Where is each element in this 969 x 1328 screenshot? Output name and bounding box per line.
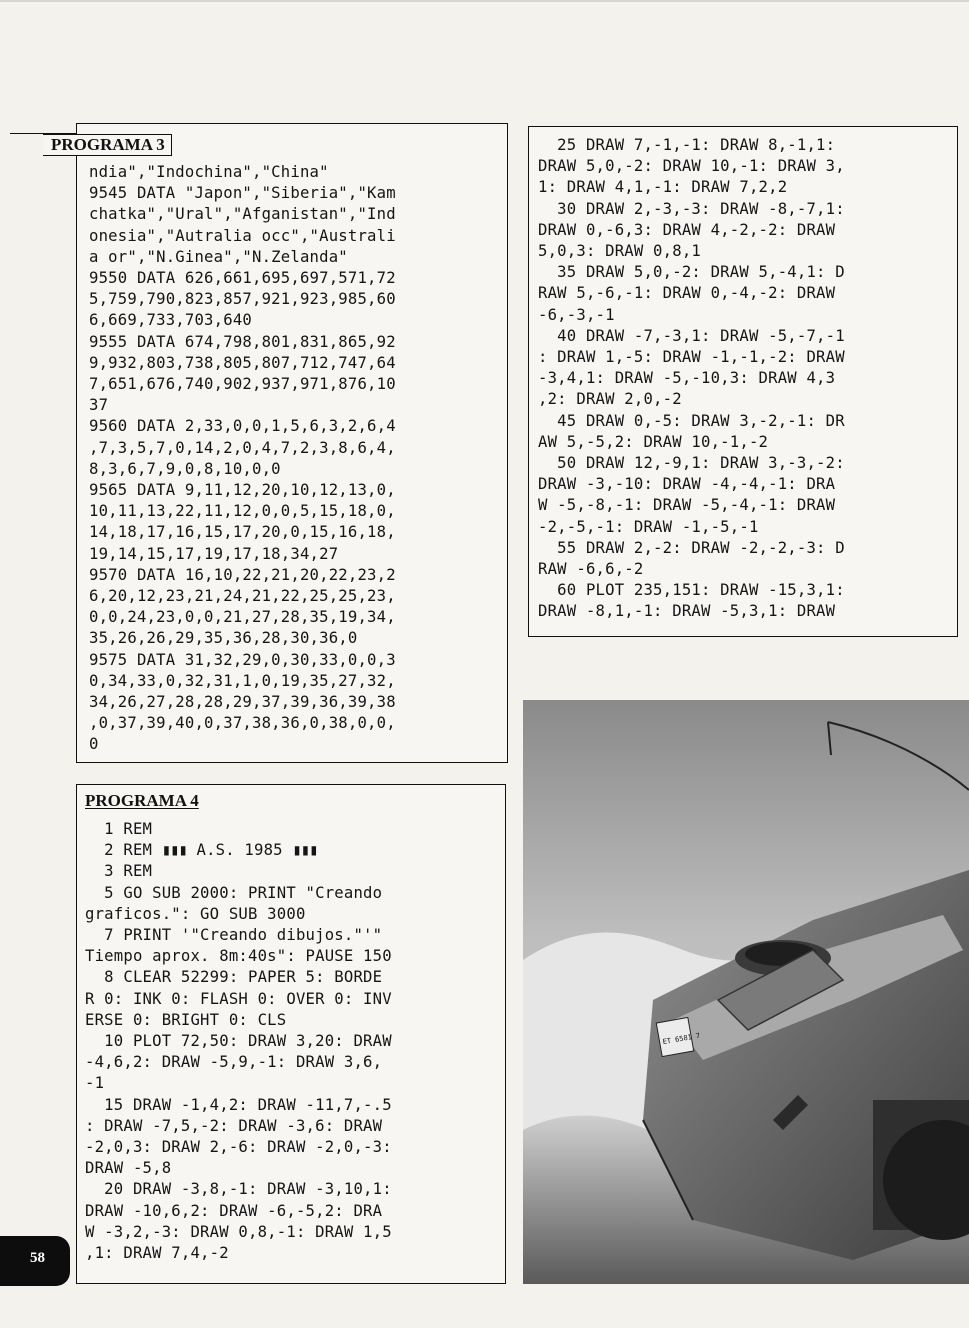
- programa3-code-line: 7,651,676,740,902,937,971,876,10: [89, 375, 396, 394]
- programa3-code-line: 6,669,733,703,640: [89, 311, 252, 330]
- programa3-code-line: ,7,3,5,7,0,14,2,0,4,7,2,3,8,6,4,: [89, 438, 396, 457]
- programa4-continuation-code-line: 60 PLOT 235,151: DRAW -15,3,1:: [538, 581, 845, 600]
- programa4-code-line: graficos.": GO SUB 3000: [85, 904, 306, 923]
- rem-prefix: 2 REM: [85, 841, 162, 860]
- programa4-continuation-code-line: 1: DRAW 4,1,-1: DRAW 7,2,2: [538, 178, 788, 197]
- page-number-tab: [0, 1236, 70, 1286]
- programa3-code-line: 14,18,17,16,15,17,20,0,15,16,18,: [89, 523, 396, 542]
- programa4-code-line: ,1: DRAW 7,4,-2: [85, 1244, 229, 1263]
- vehicle-illustration: [523, 700, 969, 1284]
- programa4-code-line: -1: [85, 1074, 105, 1093]
- programa3-code-line: ndia","Indochina","China": [89, 163, 329, 181]
- programa3-code-line: 9555 DATA 674,798,801,831,865,92: [89, 332, 396, 351]
- programa4-continuation-code-line: 25 DRAW 7,-1,-1: DRAW 8,-1,1:: [538, 136, 836, 154]
- programa3-code-line: 0,0,24,23,0,0,21,27,28,35,19,34,: [89, 608, 396, 627]
- programa4-code-line: ERSE 0: BRIGHT 0: CLS: [85, 1010, 287, 1029]
- programa4-code-line: DRAW -10,6,2: DRAW -6,-5,2: DRA: [85, 1201, 383, 1220]
- programa4-code-line: : DRAW -7,5,-2: DRAW -3,6: DRAW: [85, 1116, 383, 1135]
- license-plate-text: ET 6581 7: [662, 1031, 701, 1047]
- programa3-code-line: 19,14,15,17,19,17,18,34,27: [89, 544, 339, 563]
- programa3-code-line: chatka","Ural","Afganistan","Ind: [89, 205, 396, 224]
- programa4-continuation-code-line: 30 DRAW 2,-3,-3: DRAW -8,-7,1:: [538, 199, 845, 218]
- programa4-continuation-code-line: DRAW -8,1,-1: DRAW -5,3,1: DRAW: [538, 602, 836, 621]
- programa4-continuation-code-line: DRAW 0,-6,3: DRAW 4,-2,-2: DRAW: [538, 220, 836, 239]
- author-year: A.S. 1985: [186, 841, 293, 860]
- programa4-code: [85, 819, 392, 1264]
- programa4-code-line: [85, 840, 392, 861]
- programa4-code-line: 8 CLEAR 52299: PAPER 5: BORDE: [85, 968, 383, 987]
- programa3-code-line: 34,26,27,28,28,29,37,39,36,39,38: [89, 693, 396, 712]
- programa4-code-line: R 0: INK 0: FLASH 0: OVER 0: INV: [85, 989, 392, 1008]
- programa3-title: PROGRAMA 3: [43, 134, 172, 156]
- programa4-code-line: 7 PRINT '"Creando dibujos."'": [85, 926, 383, 945]
- programa4-code-line: -4,6,2: DRAW -5,9,-1: DRAW 3,6,: [85, 1053, 383, 1072]
- programa4-listing-box: [76, 784, 506, 1284]
- programa4-continuation-code-line: AW 5,-5,2: DRAW 10,-1,-2: [538, 432, 769, 451]
- programa4-continuation-code-line: DRAW -3,-10: DRAW -4,-4,-1: DRA: [538, 475, 836, 494]
- block-graphics-left: ▮▮▮: [161, 841, 187, 860]
- programa4-continuation-code-line: : DRAW 1,-5: DRAW -1,-1,-2: DRAW: [538, 348, 845, 367]
- programa4-code-line: -2,0,3: DRAW 2,-6: DRAW -2,0,-3:: [85, 1138, 392, 1157]
- programa4-continuation-code-line: W -5,-8,-1: DRAW -5,-4,-1: DRAW: [538, 496, 836, 515]
- programa4-continuation-code-line: 55 DRAW 2,-2: DRAW -2,-2,-3: D: [538, 538, 845, 557]
- programa4-code-line: 1 REM: [85, 820, 153, 838]
- programa4-continuation-box: [528, 126, 958, 637]
- programa3-code-line: 9570 DATA 16,10,22,21,20,22,23,2: [89, 565, 396, 584]
- programa4-continuation-code-line: -6,-3,-1: [538, 305, 615, 324]
- programa4-code-line: W -3,2,-3: DRAW 0,8,-1: DRAW 1,5: [85, 1222, 392, 1241]
- programa4-code-line: 10 PLOT 72,50: DRAW 3,20: DRAW: [85, 1032, 392, 1051]
- programa3-code-line: onesia","Autralia occ","Australi: [89, 226, 396, 245]
- programa4-code-line: 15 DRAW -1,4,2: DRAW -11,7,-.5: [85, 1095, 392, 1114]
- programa3-code-line: 9565 DATA 9,11,12,20,10,12,13,0,: [89, 481, 396, 500]
- programa4-continuation-code-line: -2,-5,-1: DRAW -1,-5,-1: [538, 517, 759, 536]
- programa4-continuation-code-line: 45 DRAW 0,-5: DRAW 3,-2,-1: DR: [538, 411, 845, 430]
- programa3-listing-box: [51, 123, 508, 763]
- programa4-title: PROGRAMA 4: [85, 791, 199, 810]
- programa3-code-line: 35,26,26,29,35,36,28,30,36,0: [89, 629, 358, 648]
- programa3-code-line: 9560 DATA 2,33,0,0,1,5,6,3,2,6,4: [89, 417, 396, 436]
- programa3-code-line: 6,20,12,23,21,24,21,22,25,25,23,: [89, 587, 396, 606]
- programa4-code-line: 3 REM: [85, 862, 153, 881]
- programa3-code-line: 9545 DATA "Japon","Siberia","Kam: [89, 184, 396, 203]
- programa3-code-line: 5,759,790,823,857,921,923,985,60: [89, 290, 396, 309]
- programa3-code: [89, 162, 396, 756]
- programa3-code-line: 9550 DATA 626,661,695,697,571,72: [89, 269, 396, 288]
- programa4-continuation-code-line: ,2: DRAW 2,0,-2: [538, 390, 682, 409]
- programa4-continuation-code-line: RAW 5,-6,-1: DRAW 0,-4,-2: DRAW: [538, 284, 836, 303]
- programa3-code-line: 9575 DATA 31,32,29,0,30,33,0,0,3: [89, 650, 396, 669]
- programa3-code-line: 10,11,13,22,11,12,0,0,5,15,18,0,: [89, 502, 396, 521]
- programa4-code-line: 20 DRAW -3,8,-1: DRAW -3,10,1:: [85, 1180, 392, 1199]
- block-graphics-right: ▮▮▮: [292, 841, 318, 860]
- programa4-continuation-code: [538, 135, 845, 623]
- programa4-continuation-code-line: 40 DRAW -7,-3,1: DRAW -5,-7,-1: [538, 326, 845, 345]
- programa4-continuation-code-line: 5,0,3: DRAW 0,8,1: [538, 242, 701, 261]
- programa4-continuation-code-line: DRAW 5,0,-2: DRAW 10,-1: DRAW 3,: [538, 157, 845, 176]
- page-top-edge: [0, 0, 969, 2]
- programa3-code-line: a or","N.Ginea","N.Zelanda": [89, 247, 348, 266]
- programa3-code-line: 37: [89, 396, 109, 415]
- programa4-code-line: Tiempo aprox. 8m:40s": PAUSE 150: [85, 947, 392, 966]
- programa4-continuation-code-line: 50 DRAW 12,-9,1: DRAW 3,-3,-2:: [538, 454, 845, 473]
- programa3-code-line: 0: [89, 735, 99, 754]
- programa4-continuation-code-line: RAW -6,6,-2: [538, 560, 644, 579]
- page-number: 58: [30, 1250, 45, 1266]
- programa4-continuation-code-line: 35 DRAW 5,0,-2: DRAW 5,-4,1: D: [538, 263, 845, 282]
- programa4-code-line: 5 GO SUB 2000: PRINT "Creando: [85, 883, 383, 902]
- programa4-code-line: DRAW -5,8: [85, 1159, 172, 1178]
- armored-vehicle-photo: [523, 700, 969, 1284]
- programa3-code-line: 8,3,6,7,9,0,8,10,0,0: [89, 459, 281, 478]
- programa3-code-line: ,0,37,39,40,0,37,38,36,0,38,0,0,: [89, 714, 396, 733]
- programa4-continuation-code-line: -3,4,1: DRAW -5,-10,3: DRAW 4,3: [538, 369, 836, 388]
- programa3-code-line: 9,932,803,738,805,807,712,747,64: [89, 353, 396, 372]
- programa3-code-line: 0,34,33,0,32,31,1,0,19,35,27,32,: [89, 671, 396, 690]
